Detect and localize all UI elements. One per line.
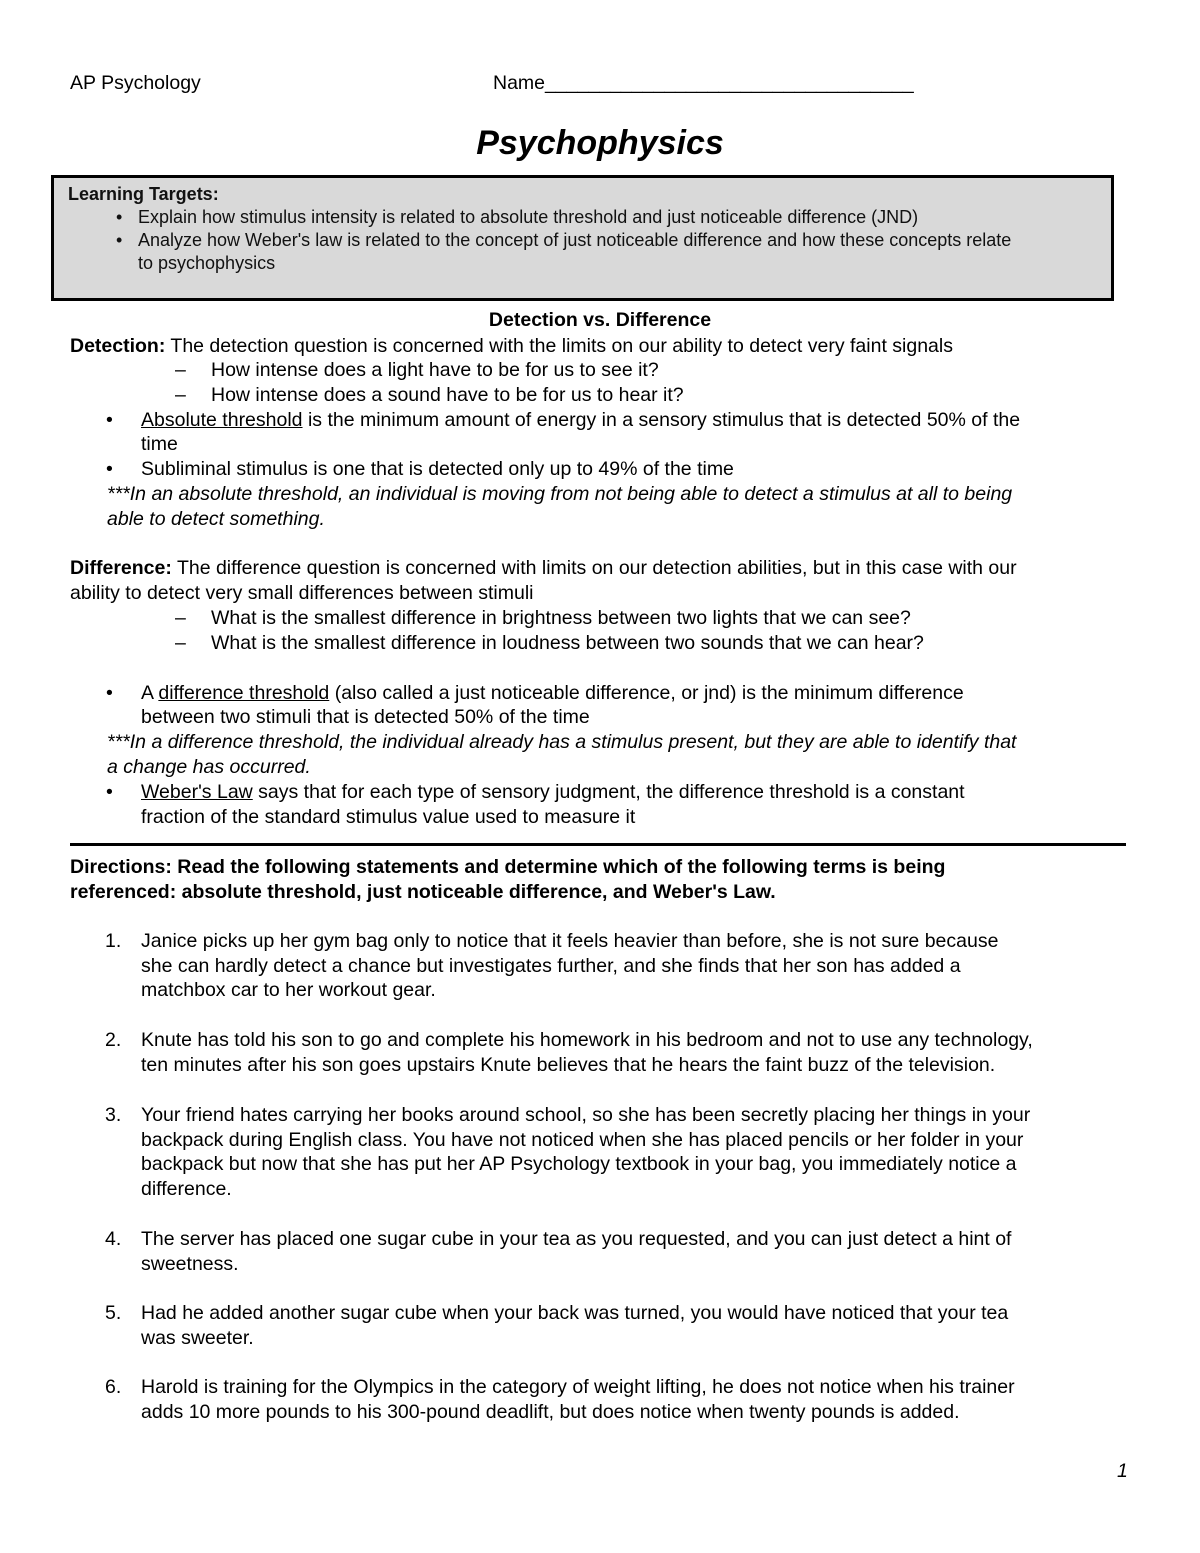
question-number: 4. — [105, 1228, 122, 1250]
directions: Directions: Read the following statements and determine which of the following terms is being — [70, 856, 946, 878]
difference-threshold-cont: between two stimuli that is detected 50% of the time — [141, 706, 590, 728]
question-text: Had he added another sugar cube when your back was turned, you would have noticed that your tea — [141, 1302, 1009, 1324]
bullet-icon: • — [106, 781, 113, 803]
difference-definition-cont: ability to detect very small differences between stimuli — [70, 582, 534, 604]
absolute-threshold-def — [141, 408, 1020, 432]
course-name: AP Psychology — [70, 72, 201, 94]
detection-question: How intense does a light have to be for us to see it? — [211, 359, 659, 381]
question-text: adds 10 more pounds to his 300-pound deadlift, but does notice when twenty pounds is added. — [141, 1400, 960, 1423]
question-text: Janice picks up her gym bag only to notice that it feels heavier than before, she is not sure because — [141, 930, 999, 952]
question-text: Your friend hates carrying her books around school, so she has been secretly placing her things in your — [141, 1104, 1031, 1126]
name-field[interactable]: Name__________________________________ — [493, 72, 914, 94]
question-number: 1. — [105, 930, 122, 952]
question-text: ten minutes after his son goes upstairs Knute believes that he hears the faint buzz of the television. — [141, 1053, 996, 1076]
subliminal-def: Subliminal stimulus is one that is detected only up to 49% of the time — [141, 458, 734, 480]
dash-icon: – — [175, 359, 186, 381]
dash-icon: – — [175, 632, 186, 654]
question-number: 5. — [105, 1302, 122, 1324]
webers-law-cont: fraction of the standard stimulus value used to measure it — [141, 806, 636, 828]
dt-prefix: A — [141, 682, 159, 704]
webers-law-text: says that for each type of sensory judgment, the difference threshold is a constant — [252, 781, 965, 803]
difference-question: What is the smallest difference in brightness between two lights that we can see? — [211, 607, 911, 629]
learning-targets-heading: Learning Targets: — [68, 184, 219, 204]
detection-note: ***In an absolute threshold, an individual is moving from not being able to detect a stimulus at all to being — [107, 483, 1013, 505]
bullet-icon: • — [116, 207, 123, 227]
detection-definition — [70, 334, 953, 358]
learning-targets-box — [51, 175, 1114, 301]
bullet-icon: • — [116, 230, 123, 250]
page-title: Psychophysics — [476, 124, 724, 162]
difference-threshold-text: (also called a just noticeable difference, or jnd) is the minimum difference — [329, 682, 964, 704]
section-divider — [70, 843, 1126, 846]
question-text: The server has placed one sugar cube in your tea as you requested, and you can just detect a hint of — [141, 1228, 1012, 1250]
difference-label: Difference: — [70, 557, 172, 579]
difference-threshold-def — [141, 681, 964, 705]
difference-threshold-term: difference threshold — [158, 682, 330, 704]
question-text: backpack during English class. You have not noticed when she has placed pencils or her folder in your — [141, 1128, 1024, 1151]
question-text: Knute has told his son to go and complete his homework in his bedroom and not to use any technology, — [141, 1029, 1033, 1051]
dash-icon: – — [175, 607, 186, 629]
webers-law-term: Weber's Law — [141, 781, 253, 803]
question-text: matchbox car to her workout gear. — [141, 979, 436, 1002]
bullet-icon: • — [106, 682, 113, 704]
difference-question: What is the smallest difference in loudness between two sounds that we can hear? — [211, 632, 924, 654]
absolute-threshold-term: Absolute threshold — [141, 409, 303, 431]
bullet-icon: • — [106, 409, 113, 431]
difference-note-cont: a change has occurred. — [107, 756, 311, 778]
question-text: Harold is training for the Olympics in the category of weight lifting, he does not notice when his trainer — [141, 1376, 1015, 1398]
difference-definition — [70, 556, 1017, 580]
bullet-icon: • — [106, 458, 113, 480]
webers-law-def — [141, 780, 965, 804]
section-heading: Detection vs. Difference — [488, 309, 712, 331]
page-number: 1 — [1117, 1460, 1128, 1482]
learning-target-cont: to psychophysics — [138, 253, 276, 273]
difference-text: The difference question is concerned with limits on our detection abilities, but in this case with our — [171, 557, 1017, 579]
difference-note: ***In a difference threshold, the individual already has a stimulus present, but they are able to identify that — [107, 731, 1017, 753]
question-text: she can hardly detect a chance but investigates further, and she finds that her son has added a — [141, 954, 961, 977]
detection-text: The detection question is concerned with the limits on our ability to detect very faint signals — [165, 335, 953, 357]
absolute-threshold-text: is the minimum amount of energy in a sensory stimulus that is detected 50% of the — [302, 409, 1021, 431]
question-text: backpack but now that she has put her AP Psychology textbook in your bag, you immediately notice a — [141, 1153, 1017, 1176]
detection-label: Detection: — [70, 335, 166, 357]
learning-target: Explain how stimulus intensity is related to absolute threshold and just noticeable difference (JND) — [138, 207, 919, 227]
detection-question: How intense does a sound have to be for us to hear it? — [211, 384, 684, 406]
question-text: sweetness. — [141, 1252, 239, 1275]
question-number: 6. — [105, 1376, 122, 1398]
question-number: 3. — [105, 1104, 122, 1126]
directions-cont: referenced: absolute threshold, just noticeable difference, and Weber's Law. — [70, 881, 776, 903]
absolute-threshold-cont: time — [141, 433, 178, 455]
question-text: was sweeter. — [141, 1326, 254, 1349]
question-text: difference. — [141, 1178, 232, 1201]
question-number: 2. — [105, 1029, 122, 1051]
dash-icon: – — [175, 384, 186, 406]
learning-target: Analyze how Weber's law is related to the concept of just noticeable difference and how these concepts relate — [138, 230, 1012, 250]
detection-note-cont: able to detect something. — [107, 508, 325, 530]
